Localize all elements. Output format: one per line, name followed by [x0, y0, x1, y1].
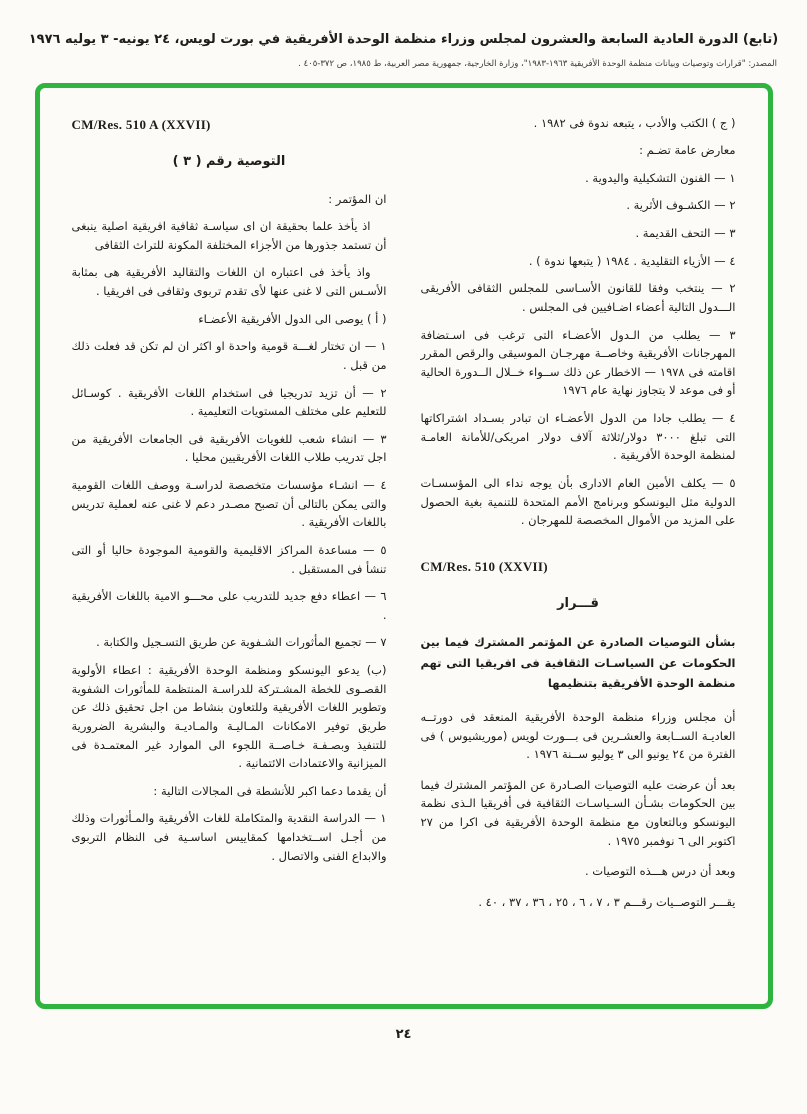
clause: ٦ — اعطاء دفع جديد للتدريب على محـــو الامية باللغات الأفريقية .: [71, 589, 387, 622]
recommendation-reference: CM/Res. 510 A (XXVII): [71, 116, 211, 132]
content-frame: [35, 83, 773, 1009]
clause: ٢ — ينتخب وفقا للقانون الأسـاسى للمجلس الثقافى الأفريقى الـــدول التالية أعضاء اضـافيين فى المجلس .: [420, 281, 736, 314]
clause: ( أ ) يوصى الى الدول الأفريقية الأعضـاء: [198, 311, 387, 326]
page-number: ٢٤: [395, 1026, 412, 1042]
clause: ٢ — أن تزيد تدريجيا فى استخدام اللغات الأفريقية . كوسـائل للتعليم على مختلف المستويات التعليمية .: [71, 385, 387, 419]
list-item: ٢ — الكشـوف الأثرية .: [626, 198, 736, 213]
clause: ٣ — يطلب من الـدول الأعضـاء التى ترغب فى اسـتضافة المهرجانات الأفريقية وخاصــة مهرجـان الموسيقى والرقص المقرر اقامته فى ١٩٧٨ — الاخطار عن ذلك ســواء خــلال الــدورة الحالية أو فى موعد لا يتجاوز نهاية عام ١٩٧٦: [420, 327, 736, 398]
paragraph: ان المؤتمر :: [328, 191, 387, 206]
clause: ١ — ان تختار لغـــة قومية واحدة او اكثر ان لم تكن قد فعلت ذلك من قبل .: [71, 339, 387, 372]
resolution-reference: CM/Res. 510 (XXVII): [420, 558, 548, 574]
paragraph: أن يقدما دعما اكبر للأنشطة فى المجالات التالية :: [153, 783, 387, 798]
clause: ٤ — انشـاء مؤسسات متخصصة لدراسـة ووصف اللغات القومية والتى يمكن بالتالى أن تصبح مصـدر دعم لا غنى عنه لعملية تدريس باللغات الأفريقية .: [71, 478, 387, 530]
two-column-layout: [72, 114, 736, 921]
clause: ٥ — يكلف الأمين العام الادارى بأن يوجه نداء الى المؤسسـات الدولية مثل اليونسكو وبرنامج الأمم المتحدة للتنمية بغية الحصول على المزيد من الأموال المخصصة للمهرجان .: [420, 475, 736, 528]
list-item: ٤ — الأزياء التقليدية . ١٩٨٤ ( يتبعها ندوة ) .: [528, 253, 736, 268]
paragraph: معارض عامة تضـم :: [639, 143, 736, 158]
paragraph: واذ يأخذ فى اعتباره ان اللغات والتقاليد الأفريقية هى بمثابة الأسـس التى لا غنى عنها لأى تقدم تربوى وثقافى فى افريقيا .: [71, 265, 387, 299]
session-title: (تابع) الدورة العادية السابعة والعشرون لمجلس وزراء منظمة الوحدة الأفريقية في بورت لويس، ٢٤ يونيه- ٣ يوليه ١٩٧٦: [28, 32, 779, 47]
clause: ٥ — مساعدة المراكز الاقليمية والقومية الموجودة حاليا أو التى تنشأ فى المستقبل .: [71, 542, 387, 576]
recommendation-title: التوصية رقم ( ٣ ): [172, 153, 286, 169]
list-item: ٣ — التحف القديمة .: [635, 226, 736, 240]
clause: ٤ — يطلب جادا من الدول الأعضـاء ان تبادر بسـداد اشتراكاتها التى تبلغ ٣٠٠٠ دولار/ثلاثة آلاف دولار امريكى/للأمانة العامـة لمنظمة الوحدة الأفريقية .: [420, 411, 736, 463]
paragraph: اذ يأخذ علما بحقيقة ان اى سياسـة ثقافية افريقية اصلية ينبغى أن تستمد جذورها من الأجزاء المختلفة المكونة للتراث الثقافى: [71, 219, 387, 252]
clause: ٣ — انشاء شعب للغويات الأفريقية فى الجامعات الأفريقية من اجل تدريب طلاب اللغات الأفريقيين محليا .: [71, 431, 387, 465]
paragraph: وبعد أن درس هـــذه التوصيات .: [584, 864, 736, 879]
left-column: [72, 114, 387, 921]
resolution-title: قـــرار: [557, 595, 599, 611]
paragraph: ( ج ) الكتب والأدب ، يتبعه ندوة فى ١٩٨٢ .: [533, 115, 736, 130]
clause: ٧ — تجميع المأثورات الشـفوية عن طريق التسـجيل والكتابة .: [96, 635, 387, 650]
paragraph: بعد أن عرضت عليه التوصيات الصـادرة عن المؤتمر المشترك فيما بين الحكومات بشـأن السـياسـات الثقافية فى أفريقيا الـذى نظمة اليونسكو وبالتعاون مع منظمة الوحدة الأفريقية فى اكرا من ٢٧ اكتوبر الى ٦ نوفمبر ١٩٧٥ .: [420, 777, 736, 848]
clause: (ب) يدعو اليونسكو ومنظمة الوحدة الأفريقية : اعطاء الأولوية القصـوى للخطة المشـتركة للدراسـة المنتظمة للمأثورات الشفوية وتطوير اللغات الأفريقية وللتعاون بنشاط من اجل تحقيق ذلك عن طريق توفير الامكانات المـاليـة والمـاديـة والبشرية الضرورية للتنفيذ وبصـفـة خـاصــة اللجوء الى الموارد غير المعتمـدة فى الميزانية والاعتمادات الائتمانية .: [71, 663, 387, 771]
paragraph: أن مجلس وزراء منظمة الوحدة الأفريقية المنعقد فى دورتــه العاديـة الســابعة والعشـرين فى بـــورت لويس (موريشيوس ) فى الفترة من ٢٤ يونيو الى ٣ يوليو ســنة ١٩٧٦ .: [420, 709, 736, 762]
clause: ١ — الدراسة النقدية والمتكاملة للغات الأفريقية والمـأثورات وذلك من أجـل اســتخدامها كمقاييس اساسـية فى النظام التربوى والابداع الفنى والاتصال .: [71, 811, 387, 863]
document-header: [0, 0, 807, 69]
paragraph: يقـــر التوصــيات رقـــم ٣ ، ٧ ، ٦ ، ٢٥ ، ٣٦ ، ٣٧ ، ٤٠ .: [478, 894, 736, 909]
resolution-subject: بشأن التوصيات الصادرة عن المؤتمر المشترك فيما بين الحكومات عن السياسـات الثقافية فى افريقيا التى تهم منظمة الوحدة الأفريقية بتنظيمها: [420, 634, 736, 691]
list-item: ١ — الفنون التشكيلية واليدوية .: [585, 170, 736, 185]
source-citation: المصدر: "قرارات وتوصيات وبيانات منظمة الوحدة الأفريقية ١٩٦٣-١٩٨٣"، وزارة الخارجية، جمهورية مصر العربية، ط ١٩٨٥، ص ٣٧٢-٤٠٥ .: [298, 58, 777, 69]
page-footer: [0, 1023, 807, 1042]
right-column: [421, 114, 736, 921]
